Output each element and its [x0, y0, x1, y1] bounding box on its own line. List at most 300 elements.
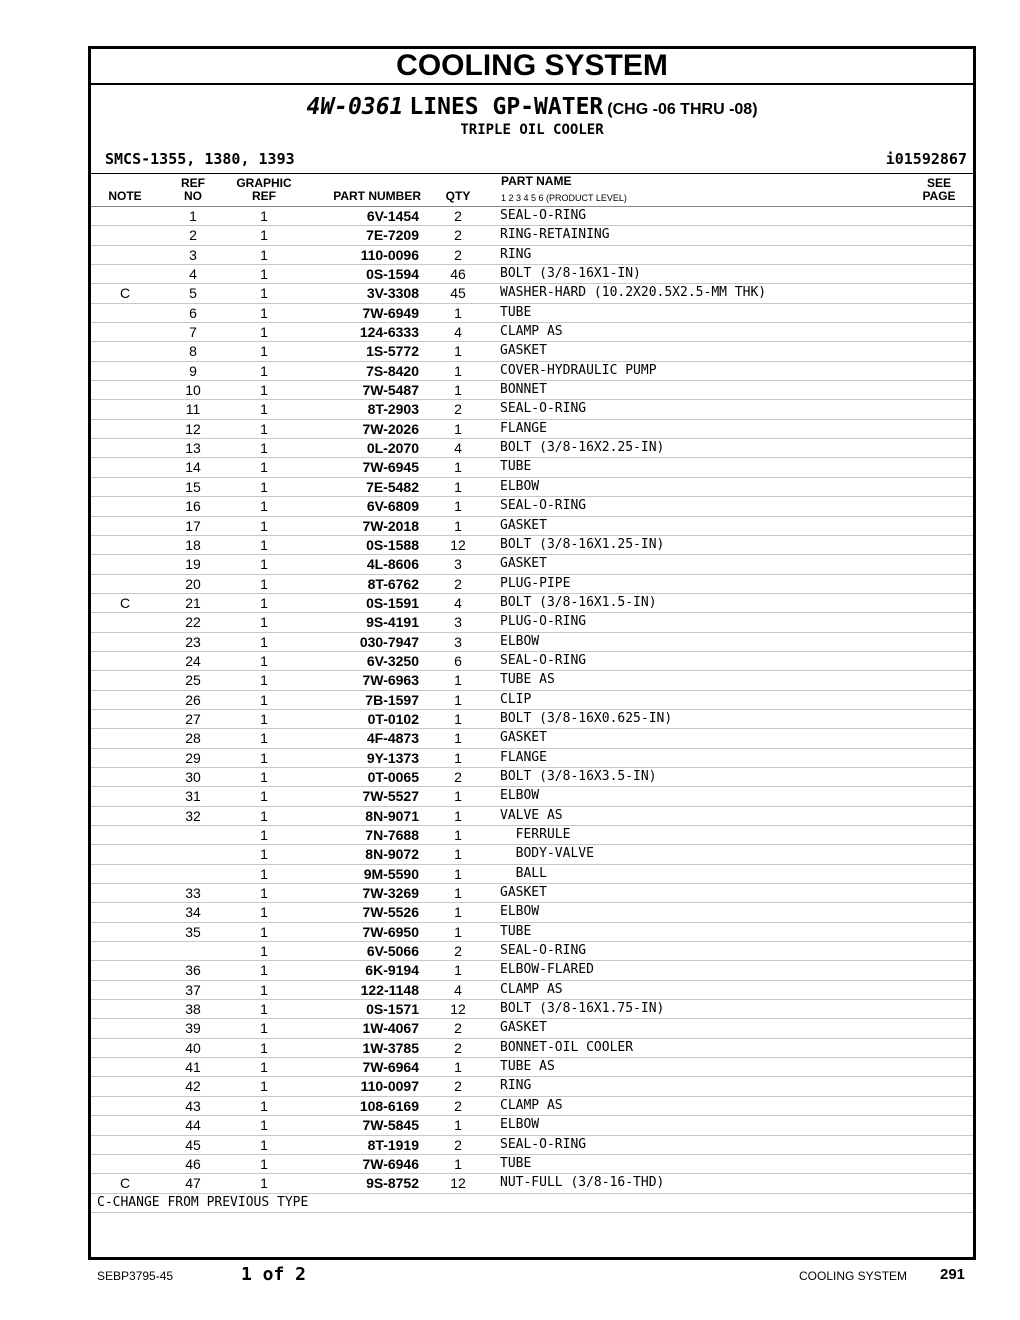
table-row — [91, 420, 973, 439]
table-row — [91, 807, 973, 826]
cell-graphic-ref: 1 — [260, 633, 268, 650]
cell-graphic-ref: 1 — [260, 691, 268, 708]
cell-graphic-ref: 1 — [260, 208, 268, 224]
cell-graphic-ref: 1 — [260, 943, 268, 960]
cell-part-name: PLUG-O-RING — [500, 614, 587, 630]
cell-graphic-ref: 1 — [260, 923, 268, 940]
cell-graphic-ref: 1 — [260, 1059, 268, 1076]
cell-part-name: BOLT (3/8-16X2.25-IN) — [500, 440, 665, 456]
table-row — [91, 1000, 973, 1019]
header-see-top: SEE — [926, 176, 951, 190]
cell-part-name: BALL — [500, 865, 547, 881]
table-row — [91, 671, 973, 690]
cell-part-number: 3V-3308 — [366, 285, 419, 302]
header-graphic-bottom: REF — [252, 189, 276, 203]
cell-qty: 12 — [450, 536, 466, 553]
parts-page-frame — [88, 46, 976, 1260]
cell-graphic-ref: 1 — [260, 1078, 268, 1095]
header-product-level: 1 2 3 4 5 6 (PRODUCT LEVEL) — [501, 193, 627, 203]
footer-page-number: 291 — [940, 1266, 966, 1283]
cell-part-number: 0S-1591 — [366, 594, 419, 611]
cell-ref-no: 38 — [185, 1001, 201, 1018]
group-number: 4W-0361 — [306, 94, 404, 120]
table-row — [91, 1039, 973, 1058]
cell-qty: 1 — [454, 517, 462, 534]
cell-ref-no: 3 — [189, 246, 197, 263]
cell-part-number: 0S-1571 — [366, 1001, 419, 1018]
table-row — [91, 400, 973, 419]
footnote-row — [91, 1194, 973, 1213]
table-row — [91, 633, 973, 652]
cell-graphic-ref: 1 — [260, 672, 268, 689]
cell-ref-no: 10 — [185, 382, 201, 399]
cell-qty: 2 — [454, 575, 462, 592]
cell-part-number: 6V-1454 — [366, 208, 419, 224]
cell-part-number: 6V-6809 — [366, 498, 419, 515]
cell-ref-no: 33 — [185, 885, 201, 902]
cell-qty: 1 — [454, 478, 462, 495]
cell-qty: 1 — [454, 1155, 462, 1172]
cell-part-number: 7W-6950 — [362, 923, 419, 940]
cell-part-number: 0S-1594 — [366, 266, 419, 283]
cell-graphic-ref: 1 — [260, 1175, 268, 1192]
cell-part-number: 7W-3269 — [362, 885, 419, 902]
cell-part-number: 8T-1919 — [367, 1136, 419, 1153]
cell-part-number: 1S-5772 — [366, 343, 419, 360]
table-row — [91, 478, 973, 497]
cell-part-name: CLIP — [500, 691, 532, 707]
table-row — [91, 1097, 973, 1116]
cell-part-number: 7W-2026 — [362, 420, 419, 437]
cell-part-number: 7N-7688 — [365, 827, 419, 843]
table-row — [91, 961, 973, 980]
cell-part-number: 110-0096 — [360, 246, 419, 263]
cell-part-name: BONNET — [500, 382, 547, 398]
header-ref-bottom: NO — [184, 189, 202, 203]
cell-graphic-ref: 1 — [260, 401, 268, 418]
cell-qty: 1 — [454, 343, 462, 360]
cell-ref-no: 46 — [185, 1155, 201, 1172]
cell-part-number: 7S-8420 — [366, 362, 419, 379]
cell-part-number: 7W-5845 — [362, 1117, 419, 1134]
cell-qty: 1 — [454, 1117, 462, 1134]
cell-graphic-ref: 1 — [260, 459, 268, 476]
cell-ref-no: 12 — [185, 420, 201, 437]
table-row — [91, 1174, 973, 1193]
cell-graphic-ref: 1 — [260, 962, 268, 979]
cell-part-name: VALVE AS — [500, 807, 563, 823]
cell-qty: 2 — [454, 208, 462, 224]
cell-ref-no: 23 — [185, 633, 201, 650]
cell-qty: 2 — [454, 401, 462, 418]
cell-qty: 2 — [454, 768, 462, 785]
cell-qty: 1 — [454, 672, 462, 689]
cell-qty: 1 — [454, 827, 462, 843]
cell-qty: 1 — [454, 807, 462, 824]
cell-graphic-ref: 1 — [260, 556, 268, 573]
cell-ref-no: 41 — [185, 1059, 201, 1076]
cell-graphic-ref: 1 — [260, 498, 268, 515]
cell-part-number: 7W-6964 — [362, 1059, 419, 1076]
cell-qty: 2 — [454, 227, 462, 244]
table-row — [91, 884, 973, 903]
cell-qty: 3 — [454, 556, 462, 573]
cell-ref-no: 29 — [185, 749, 201, 766]
table-row — [91, 284, 973, 303]
cell-part-name: GASKET — [500, 885, 547, 901]
table-row — [91, 342, 973, 361]
cell-qty: 1 — [454, 749, 462, 766]
cell-ref-no: 4 — [189, 266, 197, 283]
cell-qty: 2 — [454, 1136, 462, 1153]
header-note: NOTE — [108, 189, 142, 203]
table-row — [91, 981, 973, 1000]
table-row — [91, 1019, 973, 1038]
cell-part-name: ELBOW — [500, 788, 540, 804]
table-row — [91, 1058, 973, 1077]
cell-ref-no: 24 — [185, 652, 201, 669]
cell-graphic-ref: 1 — [260, 768, 268, 785]
cell-graphic-ref: 1 — [260, 246, 268, 263]
cell-graphic-ref: 1 — [260, 227, 268, 244]
cell-graphic-ref: 1 — [260, 285, 268, 302]
header-qty: QTY — [445, 189, 471, 203]
header-ref-top: REF — [181, 176, 205, 190]
cell-part-number: 7E-7209 — [366, 227, 419, 244]
cell-graphic-ref: 1 — [260, 730, 268, 747]
table-row — [91, 826, 973, 845]
cell-graphic-ref: 1 — [260, 807, 268, 824]
cell-graphic-ref: 1 — [260, 382, 268, 399]
table-row — [91, 768, 973, 787]
cell-qty: 1 — [454, 304, 462, 321]
cell-qty: 3 — [454, 614, 462, 631]
cell-graphic-ref: 1 — [260, 594, 268, 611]
cell-graphic-ref: 1 — [260, 827, 268, 843]
table-row — [91, 749, 973, 768]
cell-qty: 1 — [454, 459, 462, 476]
cell-part-name: SEAL-O-RING — [500, 1136, 587, 1152]
cell-qty: 1 — [454, 885, 462, 902]
cell-qty: 4 — [454, 981, 462, 998]
cell-part-name: RING-RETAINING — [500, 227, 610, 243]
table-row — [91, 652, 973, 671]
cell-part-number: 7W-5526 — [362, 904, 419, 921]
table-row — [91, 555, 973, 574]
cell-part-name: TUBE — [500, 304, 532, 320]
table-row — [91, 1155, 973, 1174]
cell-ref-no: 42 — [185, 1078, 201, 1095]
cell-part-number: 124-6333 — [359, 324, 419, 341]
cell-part-number: 8T-2903 — [367, 401, 419, 418]
cell-qty: 4 — [454, 594, 462, 611]
cell-graphic-ref: 1 — [260, 304, 268, 321]
cell-graphic-ref: 1 — [260, 343, 268, 360]
table-row — [91, 381, 973, 400]
footer-doc-number: SEBP3795-45 — [97, 1269, 174, 1283]
cell-note: C — [119, 285, 131, 302]
cell-part-name: SEAL-O-RING — [500, 401, 587, 417]
cell-ref-no: 26 — [185, 691, 201, 708]
cell-part-name: RING — [500, 246, 532, 262]
cell-ref-no: 44 — [185, 1117, 201, 1134]
cell-part-name: GASKET — [500, 343, 547, 359]
table-row — [91, 246, 973, 265]
cell-part-name: GASKET — [500, 730, 547, 746]
cell-part-name: CLAMP AS — [500, 1097, 563, 1113]
cell-part-name: TUBE — [500, 923, 532, 939]
cell-part-number: 7B-1597 — [365, 691, 419, 708]
cell-ref-no: 28 — [185, 730, 201, 747]
cell-ref-no: 20 — [185, 575, 201, 592]
cell-part-name: BOLT (3/8-16X1.75-IN) — [500, 1001, 665, 1017]
cell-part-name: FERRULE — [500, 827, 571, 842]
cell-part-number: 4L-8606 — [366, 556, 419, 573]
cell-qty: 2 — [454, 1097, 462, 1114]
cell-qty: 2 — [454, 246, 462, 263]
cell-part-name: ELBOW — [500, 633, 540, 649]
cell-part-name: TUBE AS — [500, 1059, 555, 1075]
cell-part-name: BOLT (3/8-16X1.25-IN) — [500, 536, 665, 552]
table-row — [91, 207, 973, 226]
table-row — [91, 362, 973, 381]
cell-part-name: GASKET — [500, 517, 547, 533]
cell-ref-no: 31 — [185, 788, 201, 805]
cell-part-number: 7W-6963 — [362, 672, 419, 689]
table-row — [91, 613, 973, 632]
cell-ref-no: 1 — [189, 208, 197, 224]
cell-ref-no: 2 — [189, 227, 197, 244]
cell-part-name: ELBOW — [500, 478, 540, 494]
cell-qty: 1 — [454, 788, 462, 805]
cell-graphic-ref: 1 — [260, 1097, 268, 1114]
cell-part-name: SEAL-O-RING — [500, 943, 587, 959]
cell-ref-no: 36 — [185, 962, 201, 979]
cell-part-number: 0S-1588 — [366, 536, 419, 553]
cell-qty: 12 — [450, 1175, 466, 1192]
cell-note: C — [119, 1175, 131, 1192]
cell-part-number: 030-7947 — [359, 633, 419, 650]
cell-qty: 1 — [454, 962, 462, 979]
cell-ref-no: 21 — [185, 594, 201, 611]
cell-qty: 3 — [454, 633, 462, 650]
cell-note: C — [119, 594, 131, 611]
cell-ref-no: 37 — [185, 981, 201, 998]
cell-graphic-ref: 1 — [260, 517, 268, 534]
cell-qty: 2 — [454, 1078, 462, 1095]
cell-part-name: SEAL-O-RING — [500, 208, 587, 223]
table-row — [91, 1136, 973, 1155]
table-row — [91, 323, 973, 342]
table-row — [91, 903, 973, 922]
cell-ref-no: 35 — [185, 923, 201, 940]
cell-graphic-ref: 1 — [260, 749, 268, 766]
group-name: LINES GP-WATER — [409, 94, 604, 120]
cell-qty: 2 — [454, 943, 462, 960]
cell-qty: 1 — [454, 382, 462, 399]
cell-part-name: BOLT (3/8-16X0.625-IN) — [500, 710, 673, 726]
cell-graphic-ref: 1 — [260, 865, 268, 882]
cell-ref-no: 6 — [189, 304, 197, 321]
illustration-id: i01592867 — [885, 150, 967, 168]
table-row — [91, 1116, 973, 1135]
cell-part-name: WASHER-HARD (10.2X20.5X2.5-MM THK) — [500, 285, 767, 301]
table-row — [91, 439, 973, 458]
section-title: COOLING SYSTEM — [91, 49, 973, 85]
table-row — [91, 845, 973, 864]
cell-graphic-ref: 1 — [260, 710, 268, 727]
table-row — [91, 304, 973, 323]
cell-graphic-ref: 1 — [260, 1117, 268, 1134]
cell-part-number: 7W-6946 — [362, 1155, 419, 1172]
cell-qty: 1 — [454, 710, 462, 727]
cell-ref-no: 14 — [185, 459, 201, 476]
table-row — [91, 729, 973, 748]
cell-part-name: GASKET — [500, 1020, 547, 1036]
cell-qty: 4 — [454, 440, 462, 457]
cell-ref-no: 34 — [185, 904, 201, 921]
cell-part-name: RING — [500, 1078, 532, 1094]
cell-part-number: 1W-3785 — [362, 1039, 419, 1056]
cell-part-number: 110-0097 — [360, 1078, 419, 1095]
cell-part-name: BOLT (3/8-16X1.5-IN) — [500, 594, 657, 610]
cell-qty: 1 — [454, 420, 462, 437]
cell-part-number: 7W-5527 — [362, 788, 419, 805]
cell-part-name: ELBOW-FLARED — [500, 962, 594, 978]
table-row — [91, 787, 973, 806]
group-change-range: (CHG -06 THRU -08) — [607, 101, 758, 118]
header-part-number: PART NUMBER — [333, 189, 421, 203]
cell-graphic-ref: 1 — [260, 1136, 268, 1153]
cell-ref-no: 43 — [185, 1097, 201, 1114]
cell-qty: 1 — [454, 1059, 462, 1076]
cell-part-number: 6K-9194 — [365, 962, 419, 979]
table-row — [91, 923, 973, 942]
cell-part-number: 0T-0102 — [367, 710, 419, 727]
cell-qty: 12 — [450, 1001, 466, 1018]
cell-qty: 4 — [454, 324, 462, 341]
cell-graphic-ref: 1 — [260, 1001, 268, 1018]
cell-part-name: TUBE AS — [500, 672, 555, 688]
cell-graphic-ref: 1 — [260, 614, 268, 631]
footer-page-of: 1 of 2 — [241, 1264, 307, 1285]
cell-part-name: FLANGE — [500, 749, 547, 765]
table-row — [91, 226, 973, 245]
parts-table-body — [91, 207, 973, 1213]
cell-part-number: 6V-5066 — [366, 943, 419, 960]
cell-qty: 1 — [454, 362, 462, 379]
table-row — [91, 575, 973, 594]
table-row — [91, 536, 973, 555]
cell-graphic-ref: 1 — [260, 362, 268, 379]
cell-ref-no: 5 — [189, 285, 197, 302]
cell-graphic-ref: 1 — [260, 846, 268, 863]
cell-ref-no: 27 — [185, 710, 201, 727]
cell-qty: 1 — [454, 865, 462, 882]
cell-graphic-ref: 1 — [260, 788, 268, 805]
cell-part-name: CLAMP AS — [500, 981, 563, 997]
cell-part-name: GASKET — [500, 556, 547, 572]
cell-part-number: 6V-3250 — [366, 652, 419, 669]
table-header — [91, 173, 973, 207]
cell-ref-no: 17 — [185, 517, 201, 534]
cell-part-number: 9S-8752 — [366, 1175, 419, 1192]
cell-part-name: BONNET-OIL COOLER — [500, 1039, 634, 1055]
cell-ref-no: 30 — [185, 768, 201, 785]
cell-graphic-ref: 1 — [260, 904, 268, 921]
footnote-text: C-CHANGE FROM PREVIOUS TYPE — [97, 1194, 309, 1210]
header-see-bottom: PAGE — [922, 189, 956, 203]
cell-graphic-ref: 1 — [260, 440, 268, 457]
cell-ref-no: 16 — [185, 498, 201, 515]
cell-qty: 1 — [454, 904, 462, 921]
cell-part-number: 122-1148 — [360, 981, 419, 998]
cell-part-name: COVER-HYDRAULIC PUMP — [500, 362, 657, 378]
cell-qty: 45 — [450, 285, 466, 302]
cell-part-name: SEAL-O-RING — [500, 652, 587, 668]
table-row — [91, 942, 973, 961]
cell-part-name: CLAMP AS — [500, 324, 563, 340]
cell-qty: 1 — [454, 730, 462, 747]
cell-part-number: 9S-4191 — [366, 614, 419, 631]
cell-qty: 1 — [454, 923, 462, 940]
cell-ref-no: 18 — [185, 536, 201, 553]
cell-ref-no: 15 — [185, 478, 201, 495]
cell-part-number: 7W-5487 — [362, 382, 419, 399]
cell-part-name: NUT-FULL (3/8-16-THD) — [500, 1175, 665, 1191]
cell-part-number: 108-6169 — [359, 1097, 419, 1114]
cell-qty: 1 — [454, 691, 462, 708]
cell-ref-no: 39 — [185, 1020, 201, 1037]
cell-part-number: 8N-9071 — [365, 807, 419, 824]
cell-part-number: 9M-5590 — [363, 865, 419, 882]
cell-qty: 1 — [454, 846, 462, 863]
cell-qty: 46 — [450, 266, 466, 283]
cell-qty: 1 — [454, 498, 462, 515]
cell-part-number: 4F-4873 — [366, 730, 419, 747]
cell-qty: 2 — [454, 1039, 462, 1056]
table-row — [91, 594, 973, 613]
cell-graphic-ref: 1 — [260, 324, 268, 341]
cell-part-number: 8N-9072 — [365, 846, 419, 863]
cell-graphic-ref: 1 — [260, 536, 268, 553]
header-graphic-top: GRAPHIC — [236, 176, 292, 190]
cell-graphic-ref: 1 — [260, 1039, 268, 1056]
cell-graphic-ref: 1 — [260, 266, 268, 283]
cell-ref-no: 8 — [189, 343, 197, 360]
cell-ref-no: 11 — [185, 401, 201, 418]
cell-graphic-ref: 1 — [260, 652, 268, 669]
cell-part-name: PLUG-PIPE — [500, 575, 571, 591]
cell-part-name: TUBE — [500, 1155, 532, 1171]
table-row — [91, 865, 973, 884]
cell-part-number: 7W-6945 — [362, 459, 419, 476]
cell-ref-no: 32 — [185, 807, 201, 824]
cell-part-number: 7W-6949 — [362, 304, 419, 321]
cell-part-name: FLANGE — [500, 420, 547, 436]
cell-part-name: TUBE — [500, 459, 532, 475]
cell-part-number: 7W-2018 — [362, 517, 419, 534]
cell-part-name: ELBOW — [500, 1117, 540, 1133]
group-title-line — [91, 93, 973, 124]
cell-ref-no: 19 — [185, 556, 201, 573]
table-row — [91, 710, 973, 729]
cell-part-number: 1W-4067 — [362, 1020, 419, 1037]
cell-graphic-ref: 1 — [260, 575, 268, 592]
cell-part-name: BOLT (3/8-16X1-IN) — [500, 266, 641, 282]
cell-part-name: BOLT (3/8-16X3.5-IN) — [500, 768, 657, 784]
smcs-codes: SMCS-1355, 1380, 1393 — [105, 150, 295, 168]
